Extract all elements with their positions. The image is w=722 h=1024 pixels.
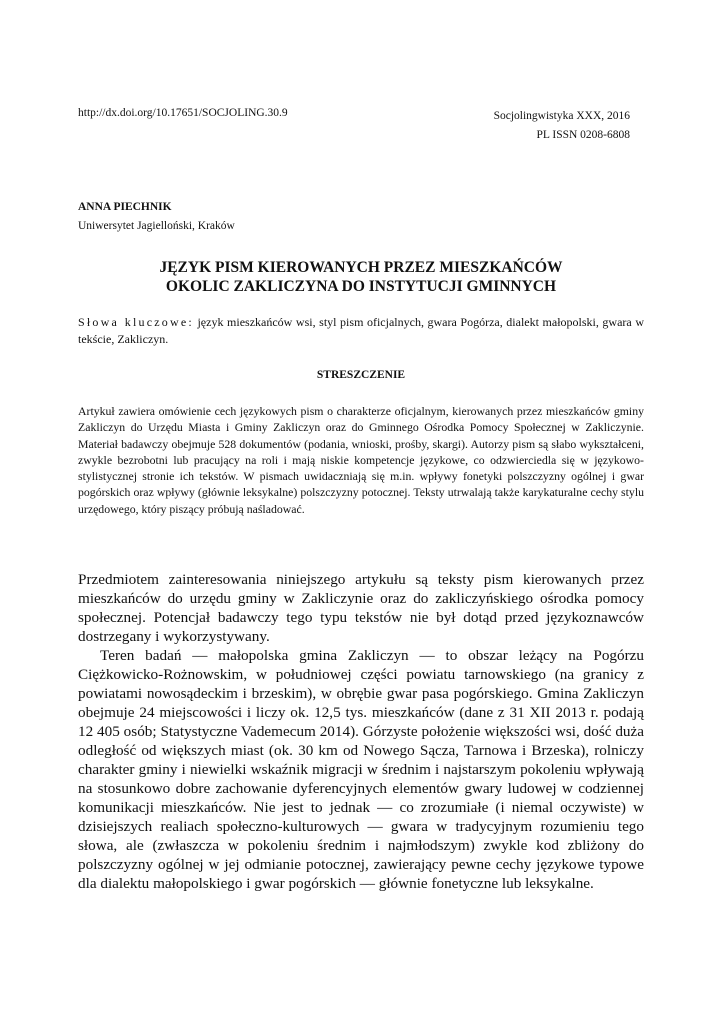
doi-link[interactable]: http://dx.doi.org/10.17651/SOCJOLING.30.9 — [78, 107, 288, 119]
keywords-label: Słowa kluczowe: — [78, 315, 194, 329]
author-name: ANNA PIECHNIK — [78, 201, 172, 213]
body-paragraph-2: Teren badań — małopolska gmina Zakliczyn — to obszar leżący na Pogórzu Ciężkowicko-Rożnowskim, w południowej części powiatu tarnowskiego (na granicy z powiatami nowosądeckim i brzeskim), w obrębie gwar pasa pogórskiego. Gmina Zakliczyn obejmuje 24 miejscowości i liczy ok. 12,5 tys. mieszkańców (dane z 31 XII 2013 r. podają 12 405 osób; Statystyczne Vademecum 2014). Górzyste położenie większości wsi, dość duża odległość od większych miast (ok. 30 km od Nowego Sącza, Tarnowa i Brzeska), rolniczy charakter gminy i niewielki wskaźnik migracji w średnim i najstarszym pokoleniu wpływają na stosunkowo dobre zachowanie dyferencyjnych elementów gwary ludowej w codziennej komunikacji mieszkańców. Nie jest to jednak — co zrozumiałe (i niemal oczywiste) w dzisiejszych realiach społeczno-kulturowych — gwara w tradycyjnym rozumieniu tego słowa, ale (zwłaszcza w pokoleniu średnim i najmłodszym) zwykle kod zbliżony do polszczyzny ogólnej w jej odmianie potocznej, zawierający pewne cechy językowe typowe dla dialektu małopolskiego i gwar pogórskich — głównie fonetyczne lub leksykalne. — [78, 647, 644, 892]
abstract-heading: STRESZCZENIE — [316, 369, 406, 381]
article-title — [78, 258, 644, 296]
body-paragraph-1: Przedmiotem zainteresowania niniejszego artykułu są teksty pism kierowanych przez mieszkańców do urzędu gminy w Zakliczynie oraz do zakliczyńskiego ośrodka pomocy społecznej. Potencjał badawczy tego typu tekstów nie był dotąd przed językoznawców dostrzegany i wykorzystywany. — [78, 571, 644, 645]
author-affiliation: Uniwersytet Jagielloński, Kraków — [78, 220, 235, 232]
title-line-1: JĘZYK PISM KIEROWANYCH PRZEZ MIESZKAŃCÓW — [159, 259, 563, 276]
article-body — [78, 570, 644, 893]
journal-name: Socjolingwistyka XXX, 2016 — [493, 110, 630, 122]
keywords — [78, 314, 644, 348]
journal-info — [494, 107, 630, 145]
abstract-text: Artykuł zawiera omówienie cech językowych pism o charakterze oficjalnym, kierowanych przez mieszkańców gminy Zakliczyn do Urzędu Miasta i Gminy Zakliczyn oraz do Gminnego Ośrodka Pomocy Społecznej w Zakliczynie. Materiał badawczy obejmuje 528 dokumentów (podania, wnioski, prośby, skargi). Autorzy pism są słabo wykształceni, zwykle bezrobotni lub pracujący na roli i mają niskie kompetencje językowe, co odzwierciedla się w językowo-stylistycznej stronie ich tekstów. W pismach uwidaczniają się m.in. wpływy fonetyki polszczyzny ogólnej i gwar pogórskich oraz wpływy (głównie leksykalne) polszczyzny potocznej. Teksty utrwalają także karykaturalne cechy stylu urzędowego, który piszący próbują naśladować. — [78, 404, 644, 516]
journal-issn: PL ISSN 0208-6808 — [536, 129, 630, 141]
keywords-text: język mieszkańców wsi, styl pism oficjalnych, gwara Pogórza, dialekt małopolski, gwara w tekście, Zakliczyn. — [78, 315, 644, 346]
title-line-2: OKOLIC ZAKLICZYNA DO INSTYTUCJI GMINNYCH — [165, 278, 557, 295]
